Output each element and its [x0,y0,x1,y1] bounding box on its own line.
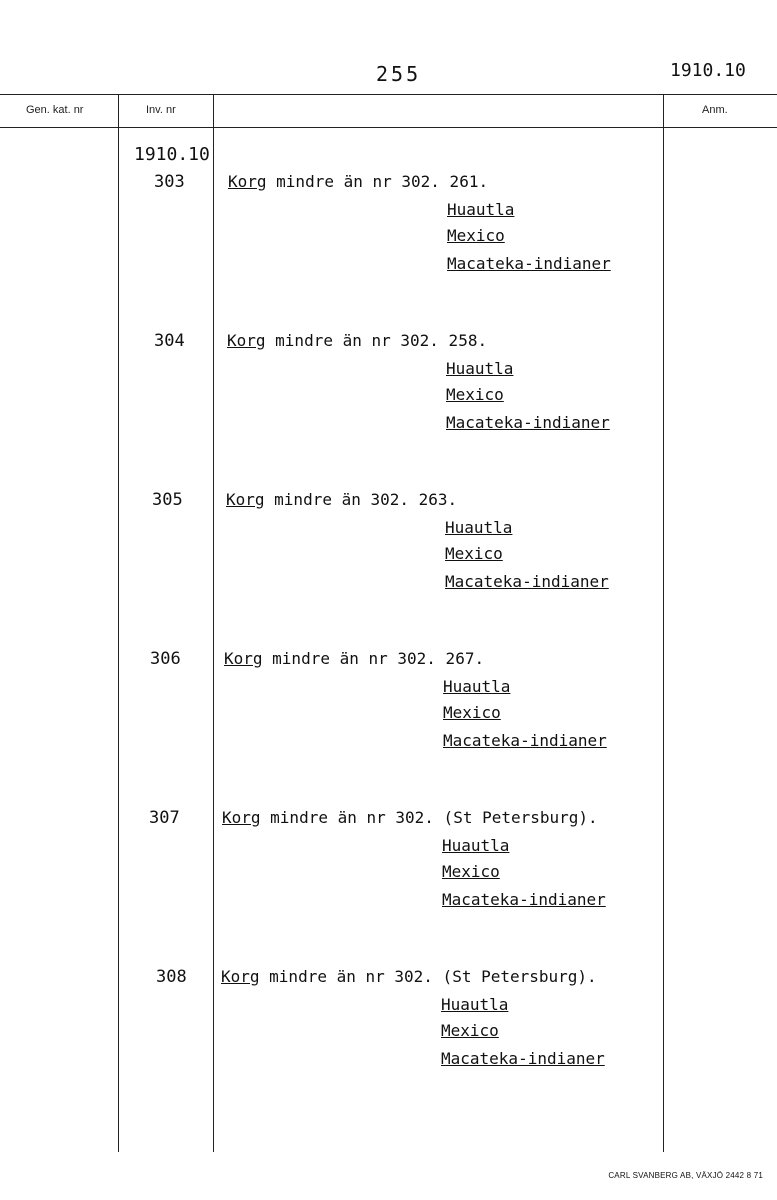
object-description: mindre än nr 302. 261. [266,172,489,191]
inventory-number: 306 [150,649,181,669]
object-description: mindre än 302. 263. [264,490,458,509]
catalog-entry [0,649,777,799]
object-name: Korg [228,172,267,191]
header-bottom-rule [0,127,777,128]
inventory-number: 304 [154,331,185,351]
object-description: mindre än nr 302. 258. [265,331,488,350]
country-name: Mexico [445,544,503,563]
column-header-gen-kat-nr: Gen. kat. nr [26,104,84,116]
printer-imprint: CARL SVANBERG AB, VÄXJÖ 2442 8 71 [608,1171,763,1180]
people-name: Macateka-indianer [441,1049,605,1068]
object-description: mindre än nr 302. 267. [262,649,485,668]
column-header-anm: Anm. [702,104,728,116]
object-name: Korg [226,490,265,509]
inventory-number: 303 [154,172,185,192]
object-name: Korg [222,808,261,827]
inventory-number: 307 [149,808,180,828]
column-header-inv-nr: Inv. nr [146,104,176,116]
inventory-number: 308 [156,967,187,987]
catalog-entry [0,331,777,481]
entry-description [227,331,487,350]
entry-description [228,172,488,191]
people-name: Macateka-indianer [446,413,610,432]
entry-date: 1910.10 [134,144,210,165]
country-name: Mexico [443,703,501,722]
object-description: mindre än nr 302. (St Petersburg). [259,967,597,986]
country-name: Mexico [441,1021,499,1040]
catalog-entry [0,967,777,1117]
people-name: Macateka-indianer [442,890,606,909]
place-name: Huautla [443,677,511,696]
object-name: Korg [227,331,266,350]
header-date: 1910.10 [670,60,746,81]
catalog-entry [0,490,777,640]
country-name: Mexico [446,385,504,404]
object-description: mindre än nr 302. (St Petersburg). [260,808,598,827]
place-name: Huautla [441,995,509,1014]
catalog-entry [0,808,777,958]
country-name: Mexico [442,862,500,881]
entry-description [222,808,598,827]
country-name: Mexico [447,226,505,245]
place-name: Huautla [442,836,510,855]
header-top-rule [0,94,777,95]
entry-description [224,649,484,668]
people-name: Macateka-indianer [443,731,607,750]
page-number: 255 [376,62,422,86]
object-name: Korg [221,967,260,986]
people-name: Macateka-indianer [445,572,609,591]
place-name: Huautla [445,518,513,537]
place-name: Huautla [447,200,515,219]
entry-description [226,490,457,509]
entry-description [221,967,597,986]
inventory-number: 305 [152,490,183,510]
object-name: Korg [224,649,263,668]
place-name: Huautla [446,359,514,378]
catalog-entry [0,172,777,322]
people-name: Macateka-indianer [447,254,611,273]
